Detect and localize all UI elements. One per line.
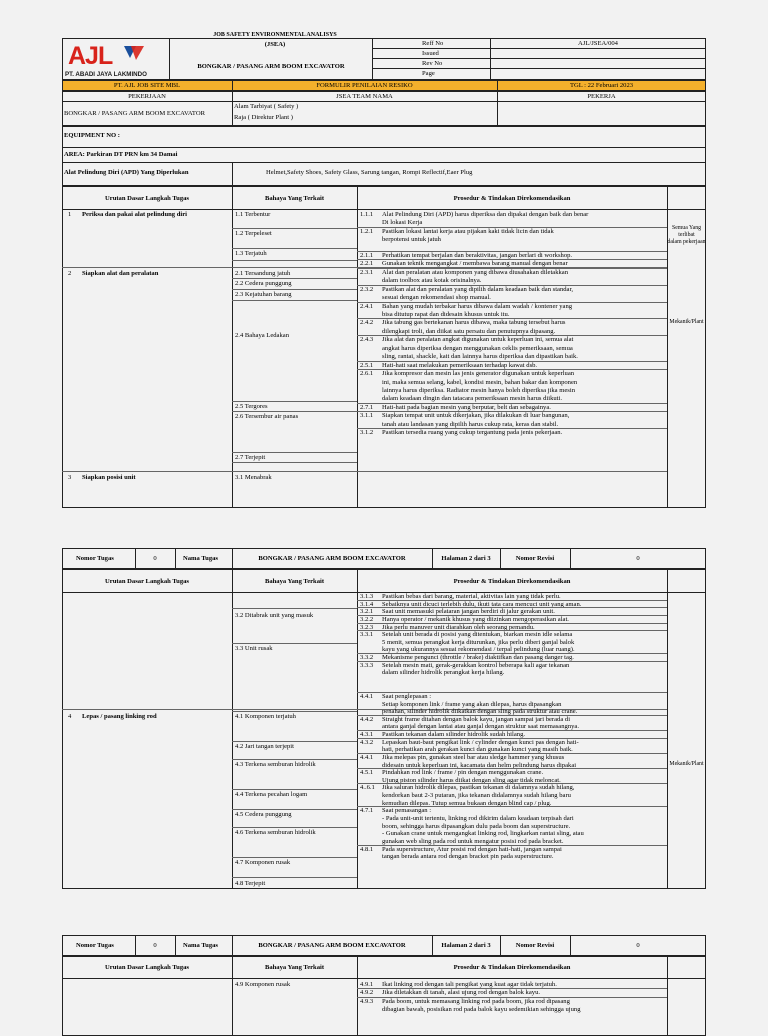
hazard-item: 2.2 Cedera punggung: [235, 280, 292, 287]
action-text: - Pada unit-unit tertentu, linking rod dikirim dalam keadaan terpisah dari: [382, 815, 574, 822]
action-text: Pastikan alat dan peralatan yang dipilih dalam keadaan baik dan standar,: [382, 285, 574, 293]
action-number: 2.7.1: [360, 403, 374, 411]
action-text: Alat Pelindung Diri (APD) harus diperiksa dan dipakai dengan baik dan benar: [382, 211, 589, 218]
action-text: Mekanisme pengunci (throttle / brake) diaktifkan dan pasang danger tag.: [382, 654, 574, 662]
action-text: Jika kompresor dan mesin las jenis generator digunakan untuk keperluan: [382, 370, 575, 378]
action-text: Jika saluran hidrolik dilepas, pastikan tekanan di dalamnya sudah hilang,: [382, 784, 575, 792]
p2-nama-label: Nama Tugas: [183, 555, 218, 562]
p3-revisi-value: 0: [636, 942, 640, 949]
p3-header-steps: Urutan Dasar Langkah Tugas: [105, 964, 189, 971]
hazard-item: 4.4 Terkena pecahan logam: [235, 791, 308, 798]
site-name: PT. AJL JOB SITE MBL: [113, 82, 181, 89]
action-text: Setiap komponen link / frame yang akan dilepas, harus dipasangkan: [382, 700, 562, 708]
action-number: 3.1.3: [360, 593, 374, 600]
action-number: 4.5.1: [360, 769, 374, 777]
hazard-item: 4.3 Terkena semburan hidrolik: [235, 761, 316, 768]
header-hazards: Bahaya Yang Terkait: [264, 195, 325, 202]
hazard-item: 4.2 Jari tangan terjepit: [235, 743, 294, 750]
action-number: 3.3.3: [360, 661, 374, 669]
hazard-item: 2.7 Terjepit: [235, 454, 266, 461]
action-number: 3.1.4: [360, 600, 374, 608]
action-text: boom, sehingga harus dipasangkan dulu pada boom dan superstructure.: [382, 822, 571, 830]
action-text: penahan, silinder hidrolik diikatkan dengan sling pada struktur atau crane.: [382, 708, 578, 716]
p2-nomor-value: 0: [153, 555, 157, 562]
action-text: didesain untuk keperluan ini, kacamata dan helm pelindung harus dipakai: [382, 761, 577, 769]
step-number: 1: [68, 211, 72, 218]
action-text: - Gunakan crane untuk mengangkat linking rod, lingkarkan rantai sling, atau: [382, 830, 584, 838]
action-number: 4.3.1: [360, 731, 374, 739]
pekerjaan-value: BONGKAR / PASANG ARM BOOM EXCAVATOR: [64, 110, 206, 117]
p2-halaman: Halaman 2 dari 3: [441, 555, 491, 562]
form-date: TGL : 22 Februari 2023: [569, 82, 634, 89]
action-number: 4.8.1: [360, 845, 374, 853]
action-number: 4.3.2: [360, 738, 374, 746]
action-text: angkat harus diperiksa dengan menggunakan ceklis pemeriksaan, semua: [382, 344, 573, 352]
action-text: berpotensi untuk jatuh: [382, 236, 441, 244]
action-number: 4.4.1: [360, 692, 374, 700]
action-text: Jika melepas pin, gunakan steel bar atau sledge hammer yang khusus: [382, 753, 565, 761]
responsible-1: Semua Yang terlibat dalam pekerjaan: [667, 225, 706, 245]
action-number: 4..6.1: [360, 784, 375, 792]
logo-company-name: PT. ABADI JAYA LAKMINDO: [65, 71, 147, 78]
action-text: Pastikan tekanan dalam silinder hidrolik sudah hilang.: [382, 731, 526, 739]
action-text: Hati-hati saat melakukan pemeriksaan terhadap kawat dsb.: [382, 361, 538, 369]
hazard-item: 3.1 Menabrak: [235, 474, 272, 481]
p3-header-actions: Prosedur & Tindakan Direkomendasikan: [453, 964, 571, 971]
apd-value: Helmet,Safety Shoes, Safety Glass, Sarung tangan, Rompi Reflectif,Eaer Plug: [266, 169, 473, 176]
col-team: JSEA TEAM NAMA: [336, 93, 393, 100]
p2-header-actions: Prosedur & Tindakan Direkomendasikan: [453, 578, 571, 585]
action-text: kemudian dilepas. Tutup semua bukaan dengan blind cap / plug.: [382, 799, 552, 807]
action-text: Hati-hati pada bagian mesin yang berputar, belt dan sebagainya.: [382, 403, 551, 411]
p2-nomor-label: Nomor Tugas: [76, 555, 114, 562]
step-text: Siapkan posisi unit: [82, 474, 136, 481]
p2-header-hazards: Bahaya Yang Terkait: [264, 578, 325, 585]
action-text: Sebaiknya unit dicuci terlebih dulu, ikuti tata cara mencuci unit yang aman.: [382, 600, 582, 608]
p2-revisi-label: Nomor Revisi: [515, 555, 555, 562]
action-text: ini, maka semua selang, kabel, kondisi mesin, bahan bakar dan komponen: [382, 378, 578, 386]
action-text: kayu yang ukurannya sesuai rekomendasi / terpal pelindung (luar ruang).: [382, 646, 575, 654]
action-text: Setelah mesin mati, gerak-gerakkan kontrol beberapa kali agar tekanan: [382, 661, 570, 669]
hazard-item: 2.3 Kejatuhan barang: [235, 291, 292, 298]
job-name: BONGKAR / PASANG ARM BOOM EXCAVATOR: [197, 63, 345, 70]
p3-header-hazards: Bahaya Yang Terkait: [264, 964, 325, 971]
hazard-item: 3.2 Ditabrak unit yang masuk: [235, 612, 314, 619]
hazard-item: 2.4 Bahaya Ledakan: [235, 332, 290, 339]
hazard-item: 2.6 Tersembur air panas: [235, 413, 299, 420]
action-number: 2.4.2: [360, 319, 374, 327]
action-text: bisa ditutup rapat dan didesain khusus untuk itu.: [382, 310, 510, 318]
action-text: sesuai dengan rekomendasi shop manual.: [382, 294, 491, 302]
hazard-item: 4.1 Komponen terjatuh: [235, 713, 296, 720]
action-number: 4.4.1: [360, 753, 374, 761]
header-steps: Urutan Dasar Langkah Tugas: [105, 195, 189, 202]
action-number: 3.1.1: [360, 412, 374, 420]
action-text: lainnya harus diperiksa. Radiator mesin hanya boleh diperiksa jika mesin: [382, 387, 575, 394]
p3-nomor-label: Nomor Tugas: [76, 942, 114, 949]
action-text: Jika alat dan peralatan angkat digunakan untuk keperluan ini, semua alat: [382, 336, 574, 344]
step-number: 4: [68, 713, 72, 720]
header-actions: Prosedur & Tindakan Direkomendasikan: [453, 195, 571, 202]
col-pekerja: PEKERJA: [587, 93, 616, 100]
action-number: 2.2.1: [360, 260, 374, 268]
team-member-2: Raja ( Direktur Plant ): [234, 114, 293, 121]
doc-subtitle: (JSEA): [264, 41, 286, 48]
hazard-item: 4.8 Terjepit: [235, 880, 266, 887]
action-text: tanah atau landasan yang dipilih harus cukup rata, keras dan stabil.: [382, 420, 559, 428]
p3-halaman: Halaman 2 dari 3: [441, 942, 491, 949]
action-number: 2.3.2: [360, 285, 374, 293]
hazard-item: 1.2 Terpeleset: [235, 230, 272, 237]
form-title: FORMULIR PENILAIAN RESIKO: [316, 82, 413, 89]
hazard-item: 4.7 Komponen rusak: [235, 859, 291, 866]
action-number: 1.2.1: [360, 227, 374, 235]
responsible-3: Mekanik/Plant: [669, 761, 704, 767]
hazard-item: 1.3 Terjatuh: [235, 250, 267, 257]
action-text: Jika perlu manuver unit diarahkan oleh seorang pemandu.: [382, 623, 535, 631]
action-text: Di lokasi Kerja: [382, 219, 423, 227]
p3-revisi-label: Nomor Revisi: [515, 942, 555, 949]
action-number: 4.7.1: [360, 807, 374, 815]
action-text: Ikat linking rod dengan tali pengikat yang kuat agar tidak terjatuh.: [382, 981, 557, 988]
action-text: Perhatikan tempat berjalan dan beraktivitas, jangan berlari di workshop.: [382, 251, 573, 259]
team-member-1: Alam Tarbiyat ( Safety ): [234, 103, 299, 110]
action-text: Pada superstructure, Atur posisi rod dengan hati-hati, jangan sampai: [382, 845, 562, 853]
step-text: Siapkan alat dan peralatan: [82, 270, 159, 277]
action-number: 2.5.1: [360, 361, 374, 369]
p2-revisi-value: 0: [636, 555, 640, 562]
action-text: Jika tabung gas bertekanan harus dibawa, maka tabung tersebut harus: [382, 319, 566, 327]
meta-label-issued: Issued: [422, 50, 439, 57]
action-text: dibagian bawah, posisikan rod pada balok kayu sedemikian sehingga ujung: [382, 1006, 581, 1014]
action-number: 3.2.3: [360, 623, 374, 631]
step-text: Periksa dan pakai alat pelindung diri: [82, 211, 187, 218]
action-text: Pastikan tersedia ruang yang cukup tergantung pada jenis pekerjaan.: [382, 429, 563, 437]
action-text: sling, rantai, shackle, kait dan lainnya harus diperiksa dan dipastikan baik.: [382, 353, 578, 361]
action-number: 3.3.2: [360, 654, 374, 662]
step-text: Lepas / pasang linking rod: [82, 713, 157, 720]
apd-label: Alat Pelindung Diri (APD) Yang Diperlukan: [64, 169, 189, 176]
action-number: 2.6.1: [360, 370, 374, 378]
action-number: 1.1.1: [360, 211, 374, 218]
action-text: Saat pemasangan :: [382, 807, 432, 815]
action-number: 4.4.2: [360, 715, 374, 723]
action-number: 3.2.2: [360, 615, 374, 623]
action-text: Saat penglepasan :: [382, 692, 432, 700]
action-text: Setelah unit berada di posisi yang ditentukan, biarkan mesin idle selama: [382, 631, 573, 639]
action-text: Ujung piston silinder harus diikat dengan sling agar tidak meloncat.: [382, 776, 561, 784]
hazard-item: 4.9 Komponen rusak: [235, 981, 291, 988]
action-text: 5 menit, semua perangkat kerja diturunkan, jika perlu diberi ganjal balok: [382, 638, 575, 646]
action-text: antara ganjal dengan lantai atau ganjal dengan struktur saat memasangnya.: [382, 723, 580, 731]
action-number: 2.4.1: [360, 302, 374, 310]
equipment-label: EQUIPMENT NO :: [64, 132, 120, 139]
action-text: Pastikan bebas dari barang, material, aktivitas lain yang tidak perlu.: [382, 593, 561, 600]
action-text: tangan berada antara rod dengan bracket pin pada superstructure.: [382, 853, 554, 861]
step-number: 3: [68, 474, 72, 481]
action-text: Straight frame ditahan dengan balok kayu, jangan sampai jari berada di: [382, 715, 571, 723]
action-number: 2.4.3: [360, 336, 374, 344]
p2-nama-value: BONGKAR / PASANG ARM BOOM EXCAVATOR: [258, 555, 406, 562]
action-text: kendorkan baut 2-3 putaran, jika tekanan didalamnya sudah hilang baru: [382, 792, 571, 800]
action-number: 3.2.1: [360, 608, 374, 616]
action-number: 4.9.1: [360, 981, 374, 988]
hazard-item: 4.5 Cedera punggung: [235, 811, 292, 818]
logo-text: AJL: [68, 42, 113, 70]
action-text: dalam silinder hidrolik perangkat kerja hilang.: [382, 669, 505, 677]
action-text: gunakan web sling pada rod untuk mengatur posisi rod pada bracket.: [382, 837, 564, 845]
meta-label-reff: Reff No: [422, 40, 444, 47]
action-text: dilengkapi troli, dan diikat satu persatu dan penutupnya dipasang.: [382, 327, 556, 335]
col-pekerjaan: PEKERJAAN: [128, 93, 166, 100]
responsible-2: Mekanik/Plant: [669, 319, 704, 325]
action-text: Siapkan tempat unit untuk dikerjakan, jika dilakukan di luar bangunan,: [382, 412, 570, 420]
action-text: dalam keadaan dingin dan tatacara pemeriksaan mesin harus diikuti.: [382, 395, 562, 403]
doc-title: JOB SAFETY ENVIRONMENTAL ANALISYS: [213, 32, 337, 38]
action-number: 4.9.2: [360, 989, 374, 997]
hazard-item: 2.1 Tersandung jatuh: [235, 270, 291, 277]
hazard-item: 4.6 Terkena semburan hidrolik: [235, 829, 316, 836]
action-text: Gunakan teknik mengangkat / membawa barang manual dengan benar: [382, 260, 568, 268]
step-number: 2: [68, 270, 72, 277]
action-text: Lepaskan baut-baut pengikat link / cylinder dengan kunci pas dengan hati-: [382, 738, 579, 746]
action-text: Pada boom, untuk memasang linking rod pada boom, jika rod dipasang: [382, 997, 570, 1005]
meta-label-page: Page: [422, 70, 435, 77]
p2-header-steps: Urutan Dasar Langkah Tugas: [105, 578, 189, 585]
action-number: 2.3.1: [360, 268, 374, 276]
action-text: Saat unit memasuki pelataran jangan berdiri di jalur gerakan unit.: [382, 608, 555, 616]
action-text: Bahan yang mudah terbakar harus dibawa dalam wadah / kontener yang: [382, 302, 573, 310]
hazard-item: 1.1 Terbentur: [235, 211, 271, 218]
action-text: Jika diletakkan di tanah, alasi ujung rod dengan balok kayu.: [382, 989, 541, 997]
hazard-item: 3.3 Unit rusak: [235, 645, 273, 652]
area-label: AREA: Parkiran DT PRN km 34 Damai: [64, 151, 178, 158]
action-text: Hanya operator / mekanik khusus yang diizinkan mengoperasikan alat.: [382, 615, 569, 623]
hazard-item: 2.5 Tergores: [235, 403, 268, 410]
action-number: 4.9.3: [360, 997, 374, 1005]
action-text: Pastikan lokasi lantai kerja atau pijakan kaki tidak licin dan tidak: [382, 227, 554, 235]
p3-nomor-value: 0: [153, 942, 157, 949]
action-text: dalam toolbox atau kotak orisinalnya.: [382, 277, 482, 285]
action-number: 3.1.2: [360, 429, 374, 437]
action-number: 2.1.1: [360, 251, 374, 259]
meta-value-reff: AJL/JSEA/004: [578, 40, 618, 47]
action-text: Pindahkan rod link / frame / pin dengan menggunakan crane.: [382, 769, 544, 777]
meta-label-rev: Rev No: [422, 60, 443, 67]
p3-nama-value: BONGKAR / PASANG ARM BOOM EXCAVATOR: [258, 942, 406, 949]
p3-nama-label: Nama Tugas: [183, 942, 218, 949]
action-number: 3.3.1: [360, 631, 374, 639]
action-text: Alat dan peralatan atau komponen yang dibawa diusahakan diletakkan: [382, 268, 569, 276]
action-text: hati, perhatikan arah gerakan kunci dan gunakan kunci yang masih baik.: [382, 746, 573, 754]
